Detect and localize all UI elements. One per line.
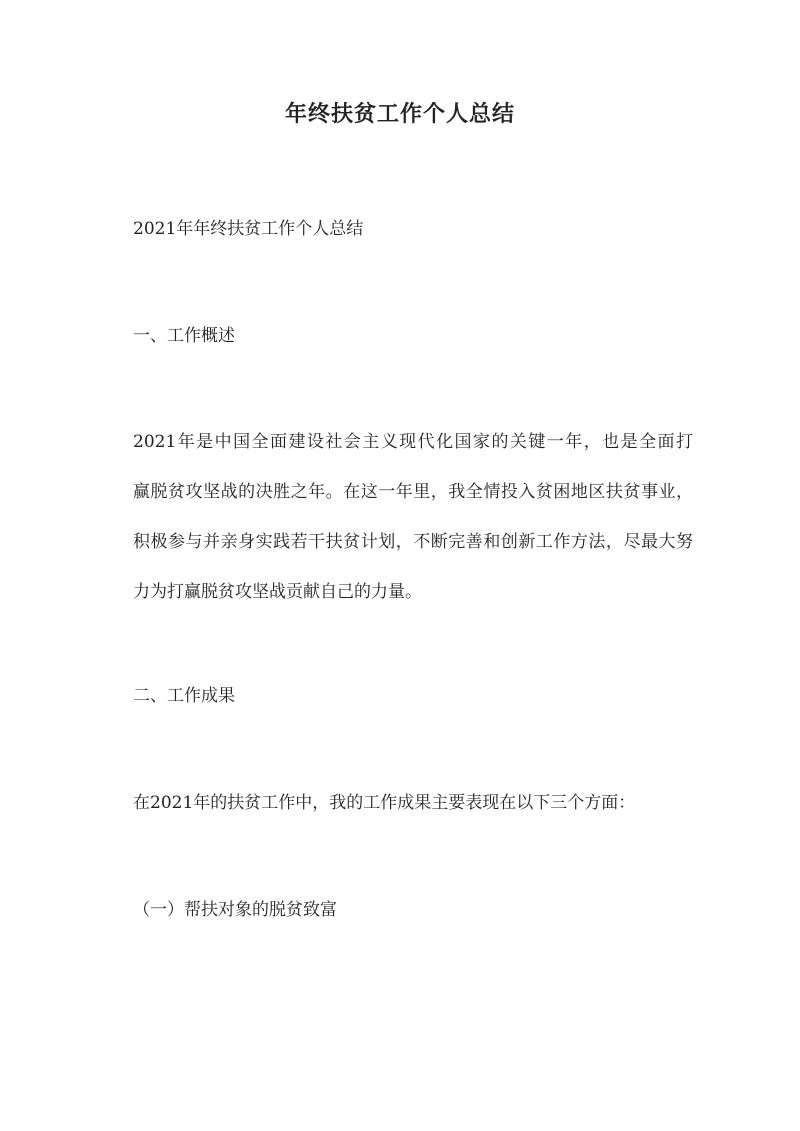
- subsection-heading-poverty-relief: （一）帮扶对象的脱贫致富: [133, 900, 337, 920]
- section-heading-results: 二、工作成果: [133, 686, 235, 706]
- section-heading-overview: 一、工作概述: [133, 326, 235, 346]
- results-intro: 在2021年的扶贫工作中，我的工作成果主要表现在以下三个方面：: [133, 793, 636, 813]
- paragraph-line: 赢脱贫攻坚战的决胜之年。在这一年里，我全情投入贫困地区扶贫事业，: [133, 482, 693, 502]
- paragraph-line: 力为打赢脱贫攻坚战贡献自己的力量。: [133, 582, 422, 602]
- document-title: 年终扶贫工作个人总结: [284, 101, 515, 127]
- paragraph-line: 积极参与并亲身实践若干扶贫计划，不断完善和创新工作方法，尽最大努: [133, 532, 693, 552]
- overview-paragraph: [133, 417, 693, 617]
- document-subtitle: 2021年年终扶贫工作个人总结: [133, 219, 364, 239]
- paragraph-line: 2021年是中国全面建设社会主义现代化国家的关键一年，也是全面打: [133, 432, 693, 452]
